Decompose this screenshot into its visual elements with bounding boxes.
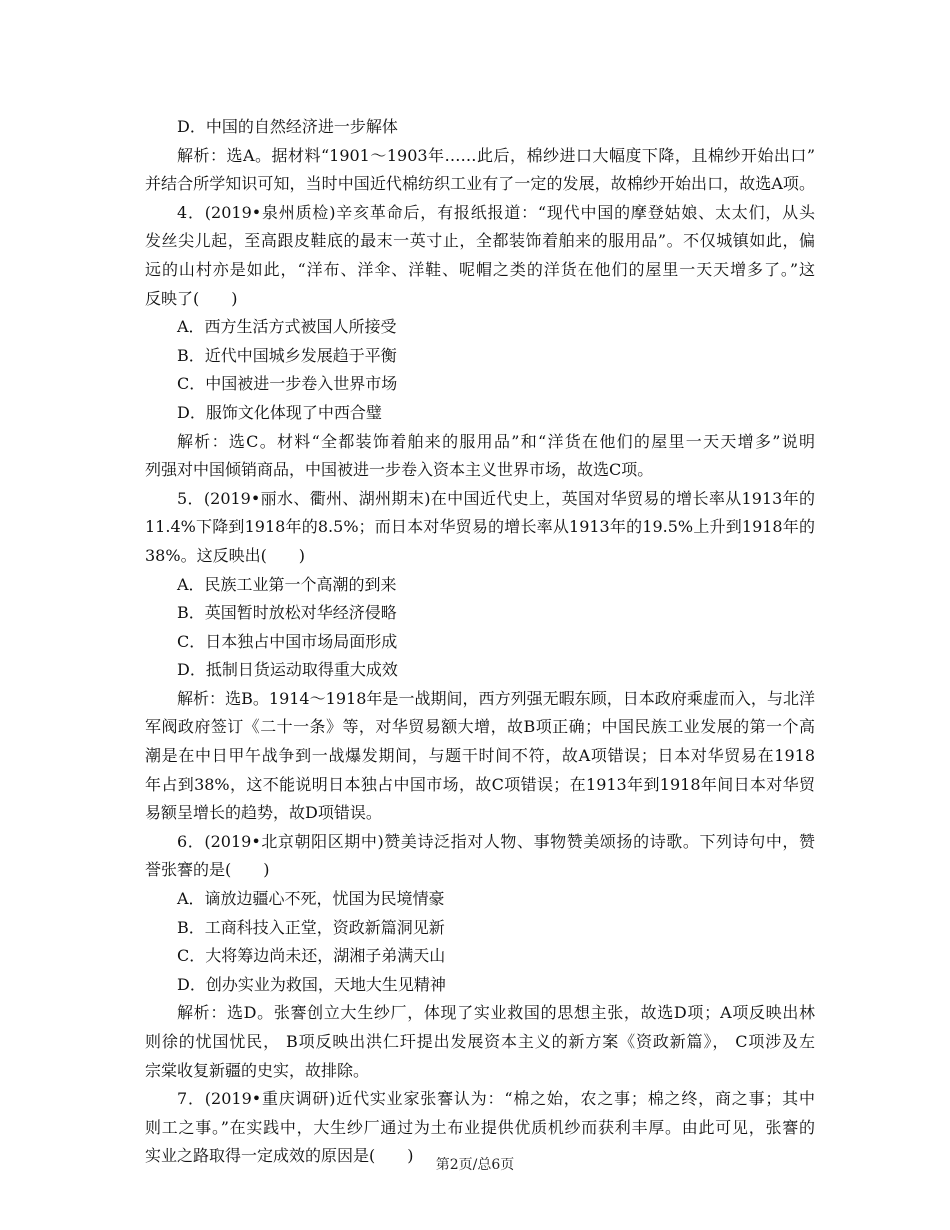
- text-line: B．英国暂时放松对华经济侵略: [177, 603, 397, 623]
- text-line: 5．(2019•丽水、衢州、湖州期末)在中国近代史上，英国对华贸易的增长率从1913年的: [177, 488, 815, 508]
- text-line: C．大将筹边尚未还，湖湘子弟满天山: [177, 946, 446, 966]
- text-line: C．中国被进一步卷入世界市场: [177, 374, 398, 394]
- text-line: 宗棠收复新疆的史实，故排除。: [145, 1060, 370, 1080]
- text-line: 7．(2019•重庆调研)近代实业家张謇认为：“棉之始，农之事；棉之终，商之事；其中: [177, 1089, 815, 1109]
- text-line: 38%。这反映出( ): [145, 545, 306, 565]
- text-line: A．西方生活方式被国人所接受: [177, 317, 397, 337]
- text-line: 列强对中国倾销商品，中国被进一步卷入资本主义世界市场，故选C项。: [145, 460, 654, 480]
- text-line: 反映了( ): [145, 288, 238, 308]
- text-line: 实业之路取得一定成效的原因是( ): [145, 1146, 414, 1166]
- text-line: 则工之事。”在实践中，大生纱厂通过为土布业提供优质机纱而获利丰厚。由此可见，张謇的: [145, 1117, 815, 1137]
- text-line: A．谪放边疆心不死，忧国为民境情豪: [177, 889, 445, 909]
- text-line: 远的山村亦是如此，“洋布、洋伞、洋鞋、呢帽之类的洋货在他们的屋里一天天增多了。”这: [145, 259, 815, 279]
- page-body-text: [145, 113, 815, 1171]
- text-line: C．日本独占中国市场局面形成: [177, 631, 398, 651]
- text-line: 则徐的忧国忧民， B项反映出洪仁玕提出发展资本主义的新方案《资政新篇》， C项涉及左: [145, 1032, 815, 1051]
- text-line: 4．(2019•泉州质检)辛亥革命后，有报纸报道：“现代中国的摩登姑娘、太太们，从头: [177, 202, 815, 222]
- text-line: 6．(2019•北京朝阳区期中)赞美诗泛指对人物、事物赞美颂扬的诗歌。下列诗句中，赞: [177, 831, 815, 851]
- text-line: 解析：选A。据材料“1901～1903年……此后，棉纱进口大幅度下降，且棉纱开始出口”: [177, 145, 815, 165]
- text-line: 11.4%下降到1918年的8.5%；而日本对华贸易的增长率从1913年的19.5%上升到1918年的: [145, 517, 815, 537]
- text-line: D．抵制日货运动取得重大成效: [177, 660, 398, 680]
- text-line: 发丝尖儿起，至高跟皮鞋底的最末一英寸止，全都装饰着舶来的服用品”。不仅城镇如此，偏: [145, 231, 815, 251]
- text-line: 解析：选D。张謇创立大生纱厂，体现了实业救国的思想主张，故选D项；A项反映出林: [177, 1003, 815, 1023]
- page-footer: 第2页/总6页: [435, 1157, 515, 1173]
- text-line: B．工商科技入正堂，资政新篇洞见新: [177, 917, 445, 937]
- text-line: D．中国的自然经济进一步解体: [177, 117, 398, 136]
- text-line: D．服饰文化体现了中西合璧: [177, 402, 382, 422]
- text-line: 并结合所学知识可知，当时中国近代棉纺织工业有了一定的发展，故棉纱开始出口，故选A项。: [145, 174, 815, 194]
- text-line: 军阀政府签订《二十一条》等，对华贸易额大增，故B项正确；中国民族工业发展的第一个高: [145, 717, 815, 737]
- text-line: 解析：选C。材料“全都装饰着舶来的服用品”和“洋货在他们的屋里一天天增多”说明: [177, 431, 815, 451]
- text-line: A．民族工业第一个高潮的到来: [177, 574, 397, 594]
- text-line: D．创办实业为救国，天地大生见精神: [177, 974, 446, 994]
- text-line: 潮是在中日甲午战争到一战爆发期间，与题干时间不符，故A项错误；日本对华贸易在1918: [145, 746, 815, 766]
- text-line: B．近代中国城乡发展趋于平衡: [177, 345, 397, 365]
- text-line: 易额呈增长的趋势，故D项错误。: [145, 803, 382, 823]
- text-line: 年占到38%，这不能说明日本独占中国市场，故C项错误；在1913年到1918年间日本对华贸: [145, 774, 815, 794]
- text-line: 誉张謇的是( ): [145, 860, 270, 880]
- text-line: 解析：选B。1914～1918年是一战期间，西方列强无暇东顾，日本政府乘虚而入，与北洋: [177, 688, 815, 708]
